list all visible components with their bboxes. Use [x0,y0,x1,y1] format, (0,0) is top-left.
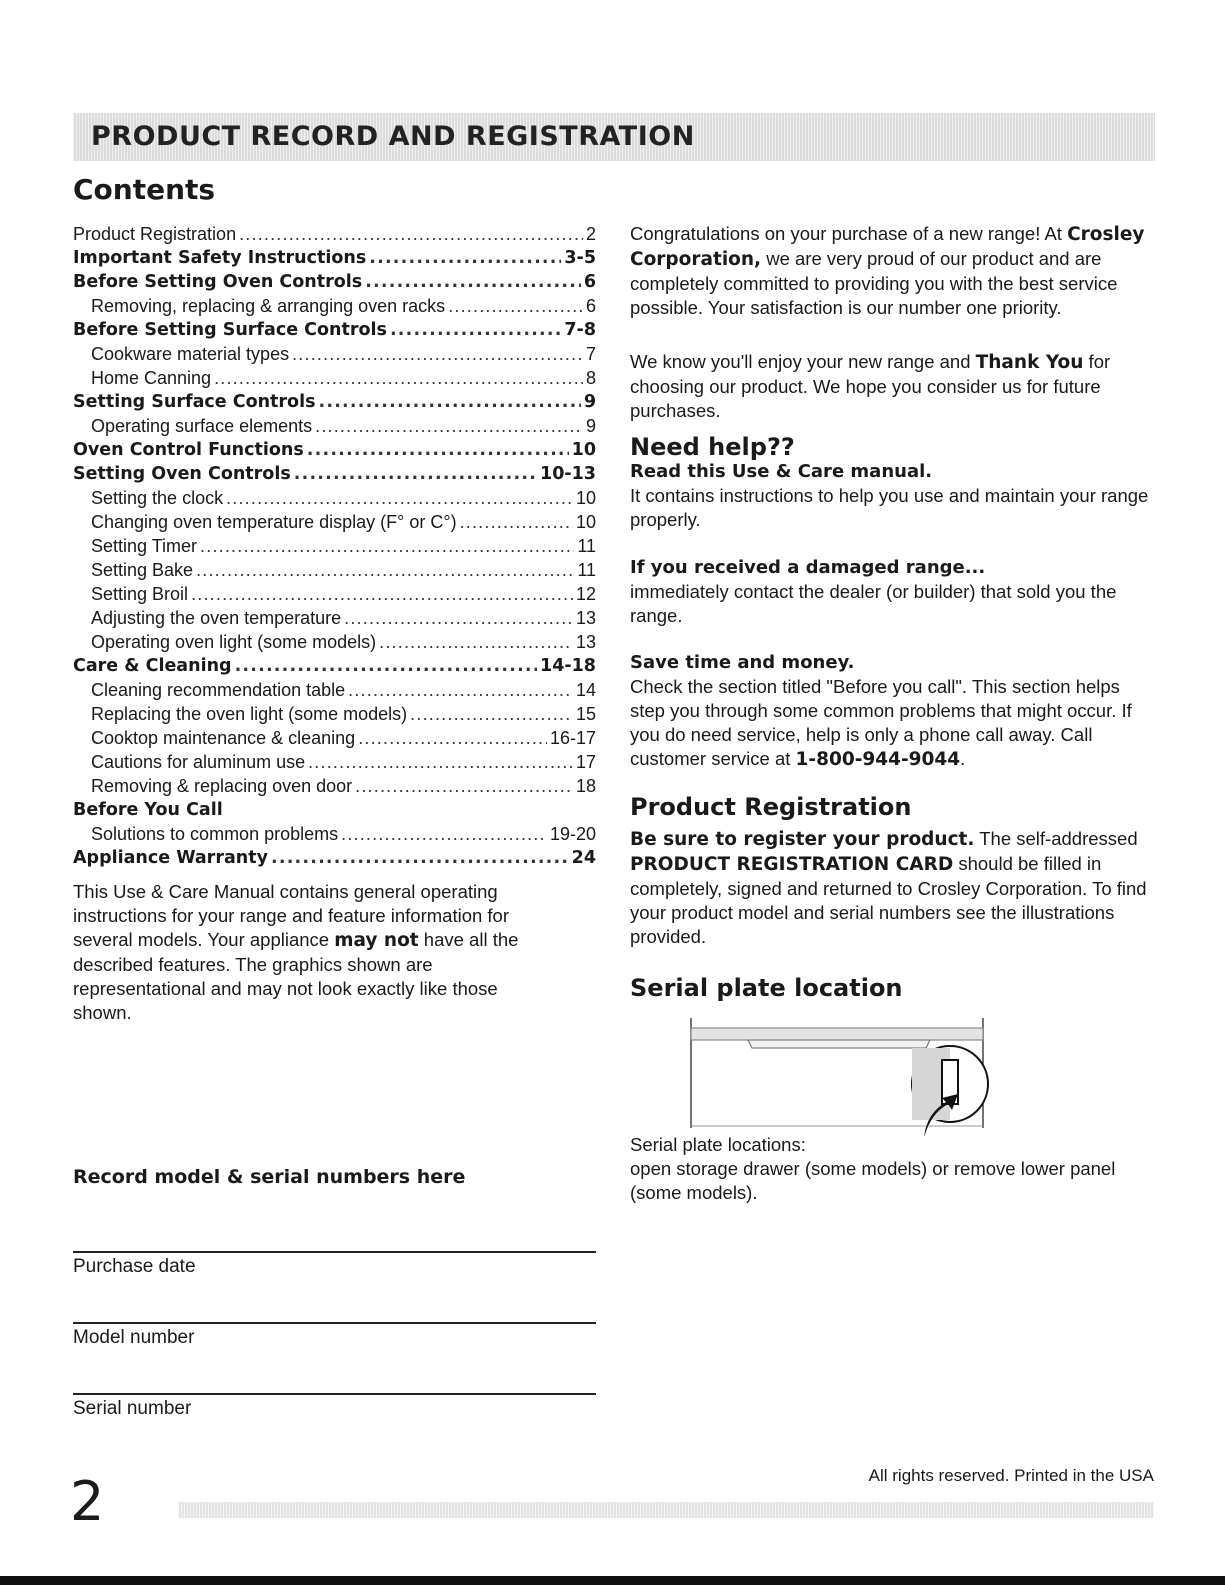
toc-entry [73,534,596,558]
toc-entry-label: Setting Bake [91,560,194,580]
toc-leader-dots [344,606,573,630]
toc-entry-page: 13 [575,632,596,652]
toc-leader-dots [214,366,583,390]
model-number-line[interactable] [73,1322,596,1324]
toc-entry-page: 17 [575,752,596,772]
toc-entry-label: Removing & replacing oven door [91,776,353,796]
toc-entry-label: Operating oven light (some models) [91,632,377,652]
toc-leader-dots [307,438,569,462]
toc-leader-dots [341,822,547,846]
toc-entry-page: 10 [575,512,596,532]
toc-entry-label: Replacing the oven light (some models) [91,704,408,724]
thank-you-text: We know you'll enjoy your new range and Thank You for choosing our product. We hope you consider us for future purchases. [630,351,1111,421]
serial-plate-heading: Serial plate location [630,974,903,1002]
toc-entry-label: Setting Broil [91,584,189,604]
toc-entry [73,486,596,510]
toc-entry-label: Before You Call [73,800,223,820]
toc-entry [73,342,596,366]
serial-plate-caption-2: open storage drawer (some models) or remove lower panel (some models). [630,1158,1116,1203]
read-manual-text: It contains instructions to help you use and maintain your range properly. [630,485,1149,530]
damaged-range-heading: If you received a damaged range... [630,557,986,578]
toc-entry [73,246,596,270]
toc-entry-page: 11 [577,536,596,556]
toc-entry-page: 19-20 [549,824,596,844]
toc-leader-dots [200,534,574,558]
manual-disclaimer: This Use & Care Manual contains general operating instructions for your range and feature information for several models. Your appliance may not have all the described features. The graphics shown are representational and may not look exactly like those shown. [73,881,519,1023]
toc-entry-page: 6 [583,272,596,292]
toc-entry-page: 2 [585,224,596,244]
customer-service-phone[interactable]: 1-800-944-9044 [795,749,961,770]
toc-entry [73,390,596,414]
toc-entry-page: 10 [571,440,596,460]
toc-entry-page: 24 [571,848,596,868]
toc-entry [73,558,596,582]
copyright-note: All rights reserved. Printed in the USA [868,1466,1154,1485]
toc-entry-page: 14-18 [540,656,596,676]
toc-entry-page: 10-13 [540,464,596,484]
toc-entry-label: Important Safety Instructions [73,248,367,268]
toc-entry-label: Changing oven temperature display (F° or C°) [91,512,457,532]
save-time-heading: Save time and money. [630,652,855,673]
toc-entry-page: 9 [585,416,596,436]
toc-leader-dots [292,342,583,366]
model-number-label: Model number [73,1327,195,1348]
serial-plate-caption-1: Serial plate locations: [630,1134,806,1155]
page-number: 2 [70,1470,105,1533]
toc-entry [73,294,596,318]
toc-leader-dots [226,486,573,510]
page-bottom-edge [0,1576,1225,1585]
toc-leader-dots [319,390,581,414]
footer-bar [178,1502,1154,1518]
toc-entry [73,222,596,246]
toc-entry [73,462,596,486]
toc-leader-dots [196,558,574,582]
toc-entry [73,678,596,702]
toc-entry-label: Removing, replacing & arranging oven racks [91,296,446,316]
toc-leader-dots [235,654,537,678]
toc-leader-dots [294,462,537,486]
product-registration-text: Be sure to register your product. The self-addressed PRODUCT REGISTRATION CARD should be filled in completely, signed and returned to Crosley Corporation. To find your product model and serial numbers see the illustrations provided. [630,828,1147,947]
toc-leader-dots [271,846,569,870]
toc-entry-page: 16-17 [549,728,596,748]
purchase-date-line[interactable] [73,1251,596,1253]
toc-leader-dots [369,246,561,270]
toc-entry [73,414,596,438]
toc-entry-label: Cautions for aluminum use [91,752,306,772]
toc-leader-dots [379,630,573,654]
toc-leader-dots [191,582,573,606]
need-help-heading: Need help?? [630,433,795,461]
toc-entry-page: 11 [577,560,596,580]
save-time-text: Check the section titled "Before you call". This section helps step you through some common problems that might occur. If you do need service, help is only a phone call away. Call customer service at 1-800-944-9044. [630,676,1132,770]
toc-entry-page: 3-5 [564,248,596,268]
record-heading: Record model & serial numbers here [73,1166,466,1188]
toc-entry [73,774,596,798]
toc-entry-label: Cookware material types [91,344,290,364]
toc-entry [73,750,596,774]
toc-entry [73,270,596,294]
toc-entry [73,798,596,822]
toc-entry-label: Setting Timer [91,536,198,556]
toc-leader-dots [365,270,581,294]
toc-entry-label: Setting Oven Controls [73,464,291,484]
toc-entry-label: Care & Cleaning [73,656,232,676]
toc-entry-page: 10 [575,488,596,508]
product-registration-heading: Product Registration [630,793,912,821]
toc-entry-page: 9 [583,392,596,412]
serial-number-line[interactable] [73,1393,596,1395]
toc-leader-dots [410,702,573,726]
toc-entry-label: Setting the clock [91,488,224,508]
toc-entry [73,510,596,534]
damaged-range-text: immediately contact the dealer (or builder) that sold you the range. [630,581,1117,626]
toc-leader-dots [358,726,547,750]
purchase-date-label: Purchase date [73,1256,196,1277]
section-banner [73,113,1155,161]
toc-entry [73,654,596,678]
toc-leader-dots [390,318,561,342]
toc-leader-dots [315,414,583,438]
toc-entry-page: 14 [575,680,596,700]
toc-entry-label: Solutions to common problems [91,824,339,844]
toc-entry-page: 7 [585,344,596,364]
toc-entry [73,438,596,462]
toc-entry [73,318,596,342]
table-of-contents [73,222,596,870]
toc-entry [73,702,596,726]
toc-entry-label: Oven Control Functions [73,440,304,460]
toc-entry-page: 12 [575,584,596,604]
serial-number-label: Serial number [73,1398,192,1419]
toc-entry-label: Appliance Warranty [73,848,268,868]
toc-entry [73,822,596,846]
toc-entry [73,582,596,606]
toc-entry-page: 15 [575,704,596,724]
toc-entry-page: 8 [585,368,596,388]
toc-leader-dots [239,222,583,246]
toc-leader-dots [460,510,573,534]
toc-entry [73,606,596,630]
toc-leader-dots [348,678,573,702]
toc-entry-page: 6 [585,296,596,316]
section-title: PRODUCT RECORD AND REGISTRATION [91,121,695,152]
toc-entry-label: Home Canning [91,368,212,388]
toc-entry [73,366,596,390]
toc-entry-page: 18 [575,776,596,796]
contents-heading: Contents [73,173,216,206]
congratulations-text: Congratulations on your purchase of a new range! At Crosley Corporation, we are very proud of our product and are completely committed to providing you with the best service possible. Your satisfaction is our number one priority. [630,223,1145,318]
toc-entry-page: 7-8 [564,320,596,340]
toc-entry-page: 13 [575,608,596,628]
toc-entry-label: Cooktop maintenance & cleaning [91,728,356,748]
toc-entry-label: Product Registration [73,224,237,244]
toc-leader-dots [308,750,573,774]
toc-leader-dots [355,774,573,798]
toc-entry-label: Before Setting Surface Controls [73,320,387,340]
toc-entry [73,726,596,750]
toc-entry-label: Setting Surface Controls [73,392,316,412]
serial-plate-illustration [690,1018,1000,1136]
toc-leader-dots [448,294,583,318]
toc-entry [73,630,596,654]
toc-entry-label: Before Setting Oven Controls [73,272,363,292]
toc-entry-label: Adjusting the oven temperature [91,608,342,628]
toc-entry-label: Cleaning recommendation table [91,680,346,700]
toc-entry-label: Operating surface elements [91,416,313,436]
read-manual-heading: Read this Use & Care manual. [630,461,933,482]
toc-entry [73,846,596,870]
